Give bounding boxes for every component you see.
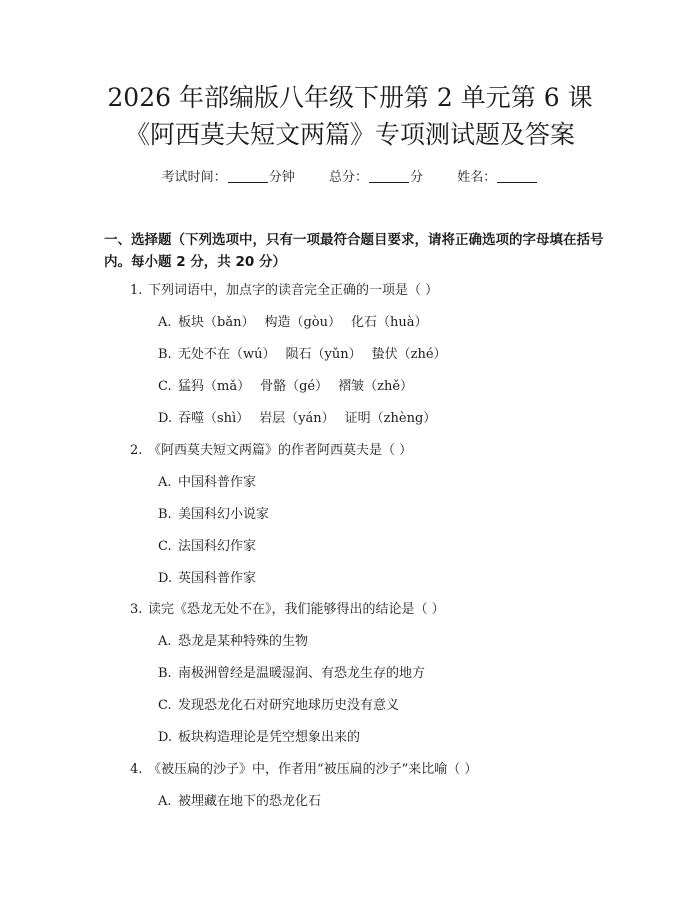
document-title-line-2: 《阿西莫夫短文两篇》专项测试题及答案 (124, 120, 575, 149)
question-2-option-c[interactable] (158, 538, 256, 556)
question-1-option-c[interactable] (158, 378, 413, 396)
option-text: 美国科幻小说家 (178, 507, 270, 522)
option-letter: C. (158, 698, 172, 713)
option-letter: C. (158, 539, 172, 554)
question-1-option-d[interactable] (158, 410, 436, 428)
question-2-option-b[interactable] (158, 506, 269, 524)
option-part: 蛰伏（zhé） (371, 347, 447, 362)
option-text: 英国科普作家 (178, 571, 257, 586)
option-part: 骨骼（gé） (260, 379, 329, 394)
option-letter: C. (158, 379, 172, 394)
option-letter: B. (158, 666, 172, 681)
score-blank[interactable] (369, 169, 409, 183)
question-number: 3. (130, 602, 143, 617)
option-letter: A. (158, 634, 172, 649)
question-3 (130, 601, 445, 619)
option-part: 岩层（yán） (259, 411, 335, 426)
question-3-option-a[interactable] (158, 633, 308, 651)
option-letter: A. (158, 794, 172, 809)
option-text: 法国科幻作家 (178, 539, 257, 554)
score-label: 总分： (328, 170, 368, 185)
option-text: 南极洲曾经是温暖湿润、有恐龙生存的地方 (178, 666, 426, 681)
option-part: 陨石（yǔn） (285, 347, 362, 362)
question-text: 下列词语中，加点字的读音完全正确的一项是（ ） (148, 283, 439, 298)
name-label: 姓名： (457, 170, 497, 185)
option-letter: A. (158, 315, 172, 330)
time-blank[interactable] (228, 169, 268, 183)
question-text: 读完《恐龙无处不在》，我们能够得出的结论是（ ） (148, 602, 445, 617)
time-unit: 分钟 (268, 170, 295, 185)
question-text: 《阿西莫夫短文两篇》的作者阿西莫夫是（ ） (148, 443, 413, 458)
option-part: 褶皱（zhě） (338, 379, 414, 394)
option-letter: B. (158, 507, 172, 522)
option-letter: D. (158, 571, 173, 586)
option-part: 猛犸（mǎ） (178, 379, 251, 394)
option-text: 恐龙是某种特殊的生物 (178, 634, 309, 649)
question-2 (130, 442, 412, 460)
exam-info-row (0, 169, 700, 187)
option-letter: D. (158, 411, 173, 426)
document-title-line-1: 2026 年部编版八年级下册第 2 单元第 6 课 (107, 83, 593, 112)
question-2-option-d[interactable] (158, 570, 256, 588)
question-number: 2. (130, 443, 143, 458)
score-unit: 分 (410, 170, 424, 185)
section-heading: 一、选择题（下列选项中，只有一项最符合题目要求，请将正确选项的字母填在括号内。每小题 2 分，共 20 分） (104, 232, 604, 270)
question-2-option-a[interactable] (158, 474, 256, 492)
question-3-option-c[interactable] (158, 697, 399, 715)
question-4 (130, 761, 477, 779)
option-part: 板块（bǎn） (178, 315, 255, 330)
time-label: 考试时间： (161, 170, 227, 185)
question-4-option-a[interactable] (158, 793, 321, 811)
question-1-option-b[interactable] (158, 346, 447, 364)
name-blank[interactable] (497, 169, 537, 183)
option-text: 中国科普作家 (178, 475, 257, 490)
question-number: 4. (130, 762, 143, 777)
option-part: 吞噬（shì） (178, 411, 250, 426)
option-part: 证明（zhèng） (344, 411, 437, 426)
question-3-option-b[interactable] (158, 665, 425, 683)
option-part: 无处不在（wú） (178, 347, 276, 362)
option-letter: B. (158, 347, 172, 362)
option-text: 被埋藏在地下的恐龙化石 (178, 794, 322, 809)
option-letter: D. (158, 730, 173, 745)
option-text: 发现恐龙化石对研究地球历史没有意义 (178, 698, 400, 713)
option-part: 化石（huà） (350, 315, 428, 330)
option-letter: A. (158, 475, 172, 490)
option-text: 板块构造理论是凭空想象出来的 (178, 730, 361, 745)
option-part: 构造（gòu） (264, 315, 341, 330)
question-text: 《被压扁的沙子》中，作者用“被压扁的沙子”来比喻（ ） (148, 762, 478, 777)
question-3-option-d[interactable] (158, 729, 360, 747)
question-1-option-a[interactable] (158, 314, 427, 332)
question-number: 1. (130, 283, 143, 298)
question-1 (130, 282, 438, 300)
